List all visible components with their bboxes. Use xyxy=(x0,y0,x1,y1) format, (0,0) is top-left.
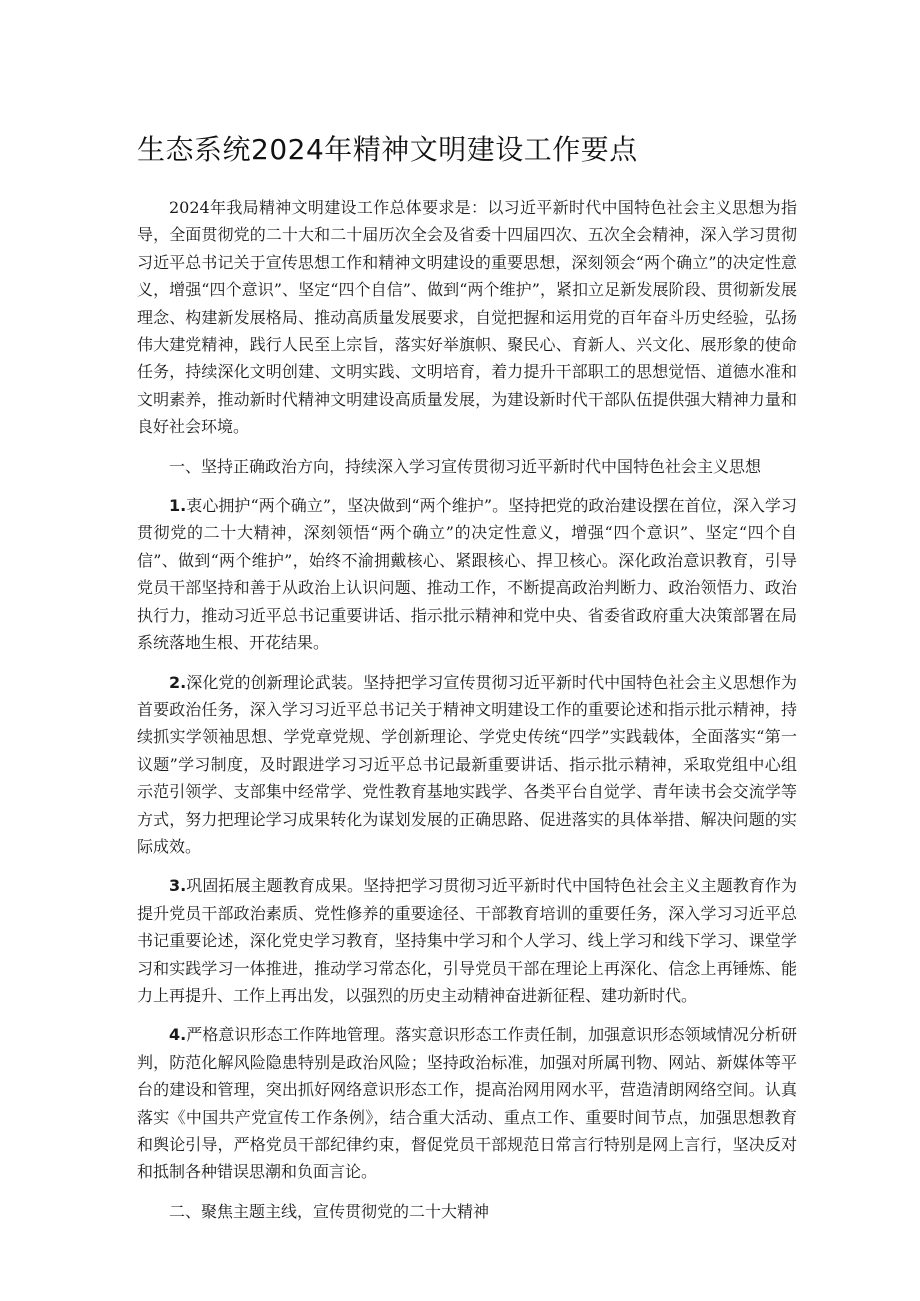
list-item xyxy=(137,669,797,861)
document-page xyxy=(137,128,797,1237)
intro-paragraph: 2024年我局精神文明建设工作总体要求是：以习近平新时代中国特色社会主义思想为指导，全面贯彻党的二十大和二十届历次全会及省委十四届四次、五次全会精神，深入学习贯彻习近平总书记关于宣传思想工作和精神文明建设的重要思想，深刻领会“两个确立”的决定性意义，增强“四个意识”、坚定“四个自信”、做到“两个维护”，紧扣立足新发展阶段、贯彻新发展理念、构建新发展格局、推动高质量发展要求，自觉把握和运用党的百年奋斗历史经验，弘扬伟大建党精神，践行人民至上宗旨，落实好举旗帜、聚民心、育新人、兴文化、展形象的使命任务，持续深化文明创建、文明实践、文明培育，着力提升干部职工的思想觉悟、道德水准和文明素养，推动新时代精神文明建设高质量发展，为建设新时代干部队伍提供强大精神力量和良好社会环境。 xyxy=(137,198,797,437)
list-item xyxy=(137,1021,797,1185)
item-text: 严格意识形态工作阵地管理。落实意识形态工作责任制，加强意识形态领域情况分析研判，防范化解风险隐患特别是政治风险；坚持政治标准，加强对所属刊物、网站、新媒体等平台的建设和管理，突出抓好网络意识形态工作，提高治网用网水平，营造清朗网络空间。认真落实《中国共产党宣传工作条例》，结合重大活动、重点工作、重要时间节点，加强思想教育和舆论引导，严格党员干部纪律约束，督促党员干部规范日常言行特别是网上言行，坚决反对和抵制各种错误思潮和负面言论。 xyxy=(137,1025,797,1182)
item-number: 1. xyxy=(169,496,187,516)
document-title: 生态系统2024年精神文明建设工作要点 xyxy=(137,133,638,166)
item-text: 衷心拥护“两个确立”，坚决做到“两个维护”。坚持把党的政治建设摆在首位，深入学习贯彻党的二十大精神，深刻领悟“两个确立”的决定性意义，增强“四个意识”、坚定“四个自信”、做到“两个维护”，始终不渝拥戴核心、紧跟核心、捍卫核心。深化政治意识教育，引导党员干部坚持和善于从政治上认识问题、推动工作，不断提高政治判断力、政治领悟力、政治执行力，推动习近平总书记重要讲话、指示批示精神和党中央、省委省政府重大决策部署在局系统落地生根、开花结果。 xyxy=(137,496,797,653)
item-number: 2. xyxy=(169,672,187,692)
item-text: 深化党的创新理论武装。坚持把学习宣传贯彻习近平新时代中国特色社会主义思想作为首要政治任务，深入学习习近平总书记关于精神文明建设工作的重要论述和指示批示精神，持续抓实学领袖思想、学党章党规、学创新理论、学党史传统“四学”实践载体，全面落实“第一议题”学习制度，及时跟进学习习近平总书记最新重要讲话、指示批示精神，采取党组中心组示范引领学、支部集中经常学、党性教育基地实践学、各类平台自觉学、青年读书会交流学等方式，努力把理论学习成果转化为谋划发展的正确思路、促进落实的具体举措、解决问题的实际成效。 xyxy=(137,672,797,856)
item-number: 3. xyxy=(169,876,187,896)
item-text: 巩固拓展主题教育成果。坚持把学习贯彻习近平新时代中国特色社会主义主题教育作为提升党员干部政治素质、党性修养的重要途径、干部教育培训的重要任务，深入学习习近平总书记重要论述，深化党史学习教育，坚持集中学习和个人学习、线上学习和线下学习、课堂学习和实践学习一体推进，推动学习常态化，引导党员干部在理论上再深化、信念上再锤炼、能力上再提升、工作上再出发，以强烈的历史主动精神奋进新征程、建功新时代。 xyxy=(137,876,797,1005)
item-number: 4. xyxy=(169,1025,187,1045)
section-heading-1: 一、坚持正确政治方向，持续深入学习宣传贯彻习近平新时代中国特色社会主义思想 xyxy=(169,456,762,476)
list-item xyxy=(137,492,797,656)
section-heading-2: 二、聚焦主题主线，宣传贯彻党的二十大精神 xyxy=(169,1201,490,1221)
list-item xyxy=(137,872,797,1009)
